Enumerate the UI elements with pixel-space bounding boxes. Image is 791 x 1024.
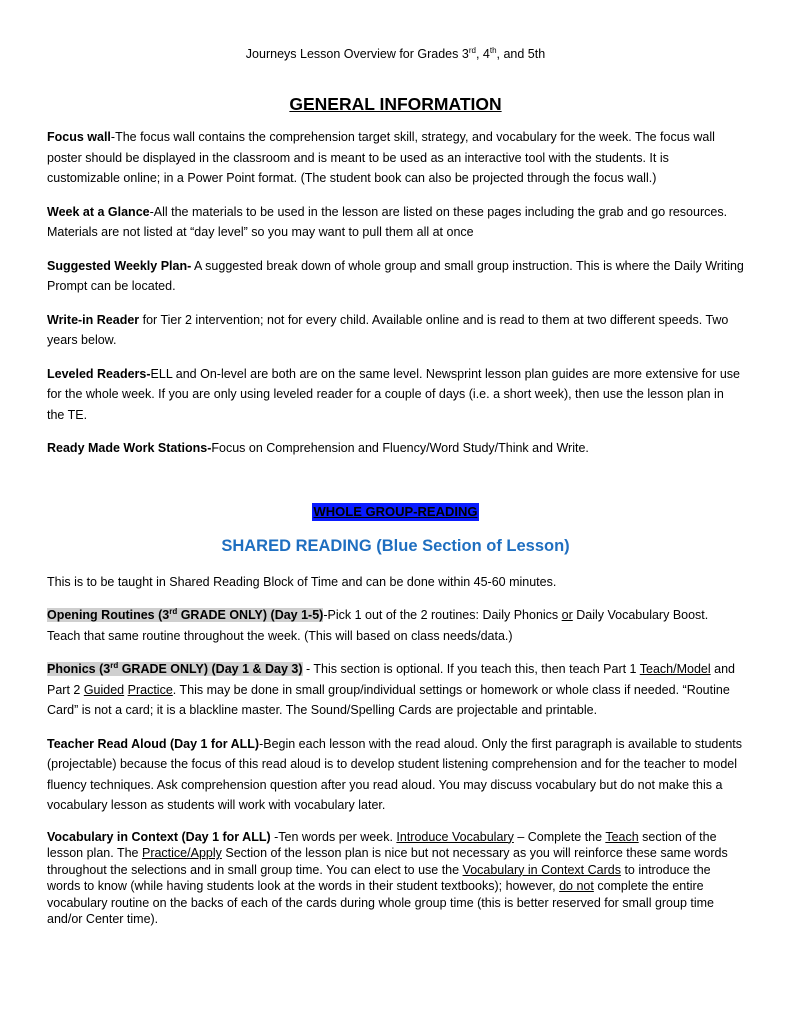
general-item-leveled-readers: Leveled Readers-ELL and On-level are both are on the same level. Newsprint lesson plan guides are more extensive for use for the whole week. If you are only using leveled reader for a couple of days (i.e. a short week), then use the lesson plan in the TE.	[47, 366, 740, 422]
document-header: Journeys Lesson Overview for Grades 3rd, 4th, and 5th	[245, 45, 546, 61]
page-title: GENERAL INFORMATION	[289, 94, 502, 114]
general-item-work-stations: Ready Made Work Stations-Focus on Comprehension and Fluency/Word Study/Think and Write.	[47, 441, 589, 455]
teacher-read-aloud-paragraph: Teacher Read Aloud (Day 1 for ALL)-Begin each lesson with the read aloud. Only the first paragraph is available to students (projectable) because the focus of this read aloud is to develop student listening comprehension and for the teacher to model fluency techniques. Ask comprehension question after you read aloud. You may discuss vocabulary but do not make this a vocabulary lesson as students will work with vocabulary later.	[47, 736, 743, 812]
opening-routines-term: Opening Routines (3rd GRADE ONLY) (Day 1-5)	[47, 606, 324, 622]
vocabulary-in-context-paragraph: Vocabulary in Context (Day 1 for ALL) -Ten words per week. Introduce Vocabulary – Complete the Teach section of the lesson plan. The Practice/Apply Section of the lesson plan is nice but not necessary as you will reinforce these same words throughout the selections and in small group time. You can elect to use the Vocabulary in Context Cards to introduce the words to know (while having students look at the words in their student textbooks); however, do not complete the entire vocabulary routine on the backs of each of the cards during whole group time (this is better reserved for small group time and/or Center time).	[47, 829, 728, 926]
shared-reading-heading: SHARED READING (Blue Section of Lesson)	[221, 536, 570, 555]
shared-reading-intro: This is to be taught in Shared Reading Block of Time and can be done within 45-60 minutes.	[47, 574, 557, 589]
phonics-term: Phonics (3rd GRADE ONLY) (Day 1 & Day 3)	[47, 660, 303, 676]
general-item-focus-wall: Focus wall-The focus wall contains the comprehension target skill, strategy, and vocabulary for the week. The focus wall poster should be displayed in the classroom and is meant to be used as an interactive tool with the students. It is customizable online; in a Power Point format. (The student book can also be projected through the focus wall.)	[47, 130, 715, 185]
section-band-wrap	[47, 503, 744, 521]
phonics-paragraph: Phonics (3rd GRADE ONLY) (Day 1 & Day 3) - This section is optional. If you teach this, then teach Part 1 Teach/Model and Part 2 Guided Practice. This may be done in small group/individual settings or homework or whole class if needed. “Routine Card” is not a card; it is a blackline master. The Sound/Spelling Cards are projectable and printable.	[47, 660, 735, 717]
whole-group-reading-heading: WHOLE GROUP-READING	[313, 503, 478, 519]
general-item-suggested-weekly-plan: Suggested Weekly Plan- A suggested break down of whole group and small group instruction. This is where the Daily Writing Prompt can be located.	[47, 258, 744, 293]
opening-routines-paragraph: Opening Routines (3rd GRADE ONLY) (Day 1-5)-Pick 1 out of the 2 routines: Daily Phonics or Daily Vocabulary Boost. Teach that same routine throughout the week. (This will based on class needs/data.)	[47, 606, 709, 643]
general-item-week-at-a-glance: Week at a Glance-All the materials to be used in the lesson are listed on these pages including the grab and go resources. Materials are not listed at “day level” so you may want to pull them all at once	[47, 204, 728, 239]
general-item-write-in-reader: Write-in Reader for Tier 2 intervention; not for every child. Available online and is read to them at two different speeds. Two years below.	[47, 312, 729, 347]
